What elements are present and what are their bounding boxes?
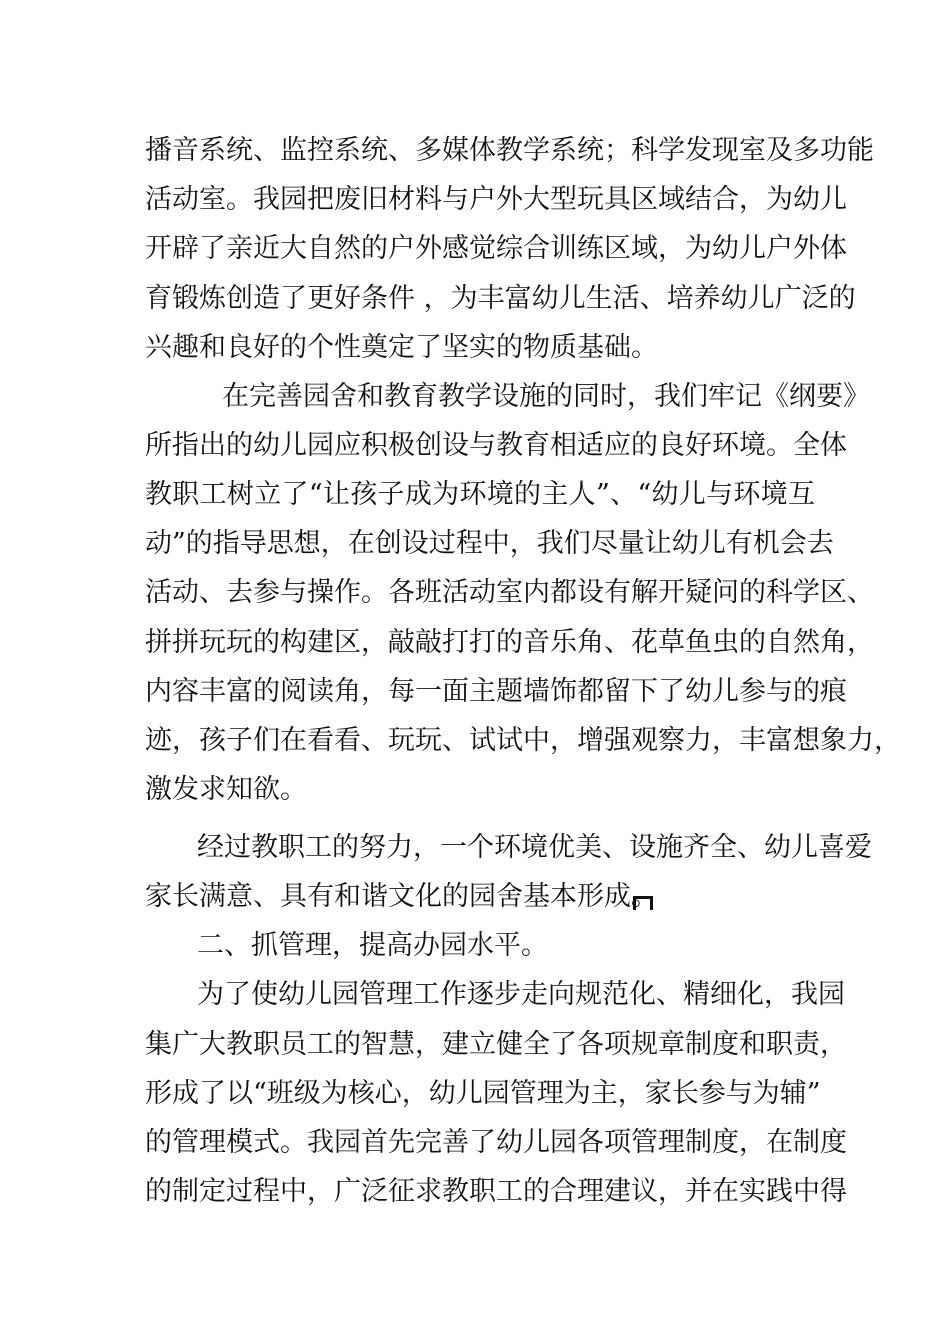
text-line: 为了使幼儿园管理工作逐步走向规范化、精细化，我园 — [197, 979, 845, 1010]
text-line: 集广大教职员工的智慧，建立健全了各项规章制度和职责， — [145, 1029, 847, 1060]
section-heading: 二、抓管理，提高办园水平。 — [197, 930, 548, 961]
text-line: 兴趣和良好的个性奠定了坚实的物质基础。 — [145, 332, 658, 363]
text-line: 教职工树立了“让孩子成为环境的主人”、“幼儿与环境互 — [145, 479, 815, 510]
text-line: 拼拼玩玩的构建区，敲敲打打的音乐角、花草鱼虫的自然角， — [145, 627, 874, 658]
text-line: 活动室。我园把废旧材料与户外大型玩具区域结合，为幼儿 — [145, 184, 847, 215]
text-line: 迹，孩子们在看看、玩玩、试试中，增强观察力，丰富想象力， — [145, 725, 901, 756]
text-line: 动”的指导思想，在创设过程中，我们尽量让幼儿有机会去 — [145, 528, 834, 559]
text-line: 经过教职工的努力，一个环境优美、设施齐全、幼儿喜爱 — [197, 832, 872, 863]
text-line: 育锻炼创造了更好条件 ，为丰富幼儿生活、培养幼儿广泛的 — [145, 283, 856, 314]
text-line: 形成了以“班级为核心，幼儿园管理为主，家长参与为辅” — [145, 1078, 821, 1109]
edit-mark-icon — [633, 896, 653, 910]
text-line: 激发求知欲。 — [145, 774, 307, 805]
text-line: 内容丰富的阅读角，每一面主题墙饰都留下了幼儿参与的痕 — [145, 676, 847, 707]
text-line: 家长满意、具有和谐文化的园舍基本形成。 — [145, 881, 658, 912]
text-line: 开辟了亲近大自然的户外感觉综合训练区域，为幼儿户外体 — [145, 233, 847, 264]
text-line: 的制定过程中，广泛征求教职工的合理建议，并在实践中得 — [145, 1176, 847, 1207]
text-line: 所指出的幼儿园应积极创设与教育相适应的良好环境。全体 — [145, 430, 847, 461]
text-line: 活动、去参与操作。各班活动室内都设有解开疑问的科学区、 — [145, 577, 874, 608]
text-line: 播音系统、监控系统、多媒体教学系统；科学发现室及多功能 — [145, 135, 874, 166]
text-line: 在完善园舍和教育教学设施的同时，我们牢记《纲要》 — [222, 381, 870, 412]
text-line: 的管理模式。我园首先完善了幼儿园各项管理制度，在制度 — [145, 1127, 847, 1158]
